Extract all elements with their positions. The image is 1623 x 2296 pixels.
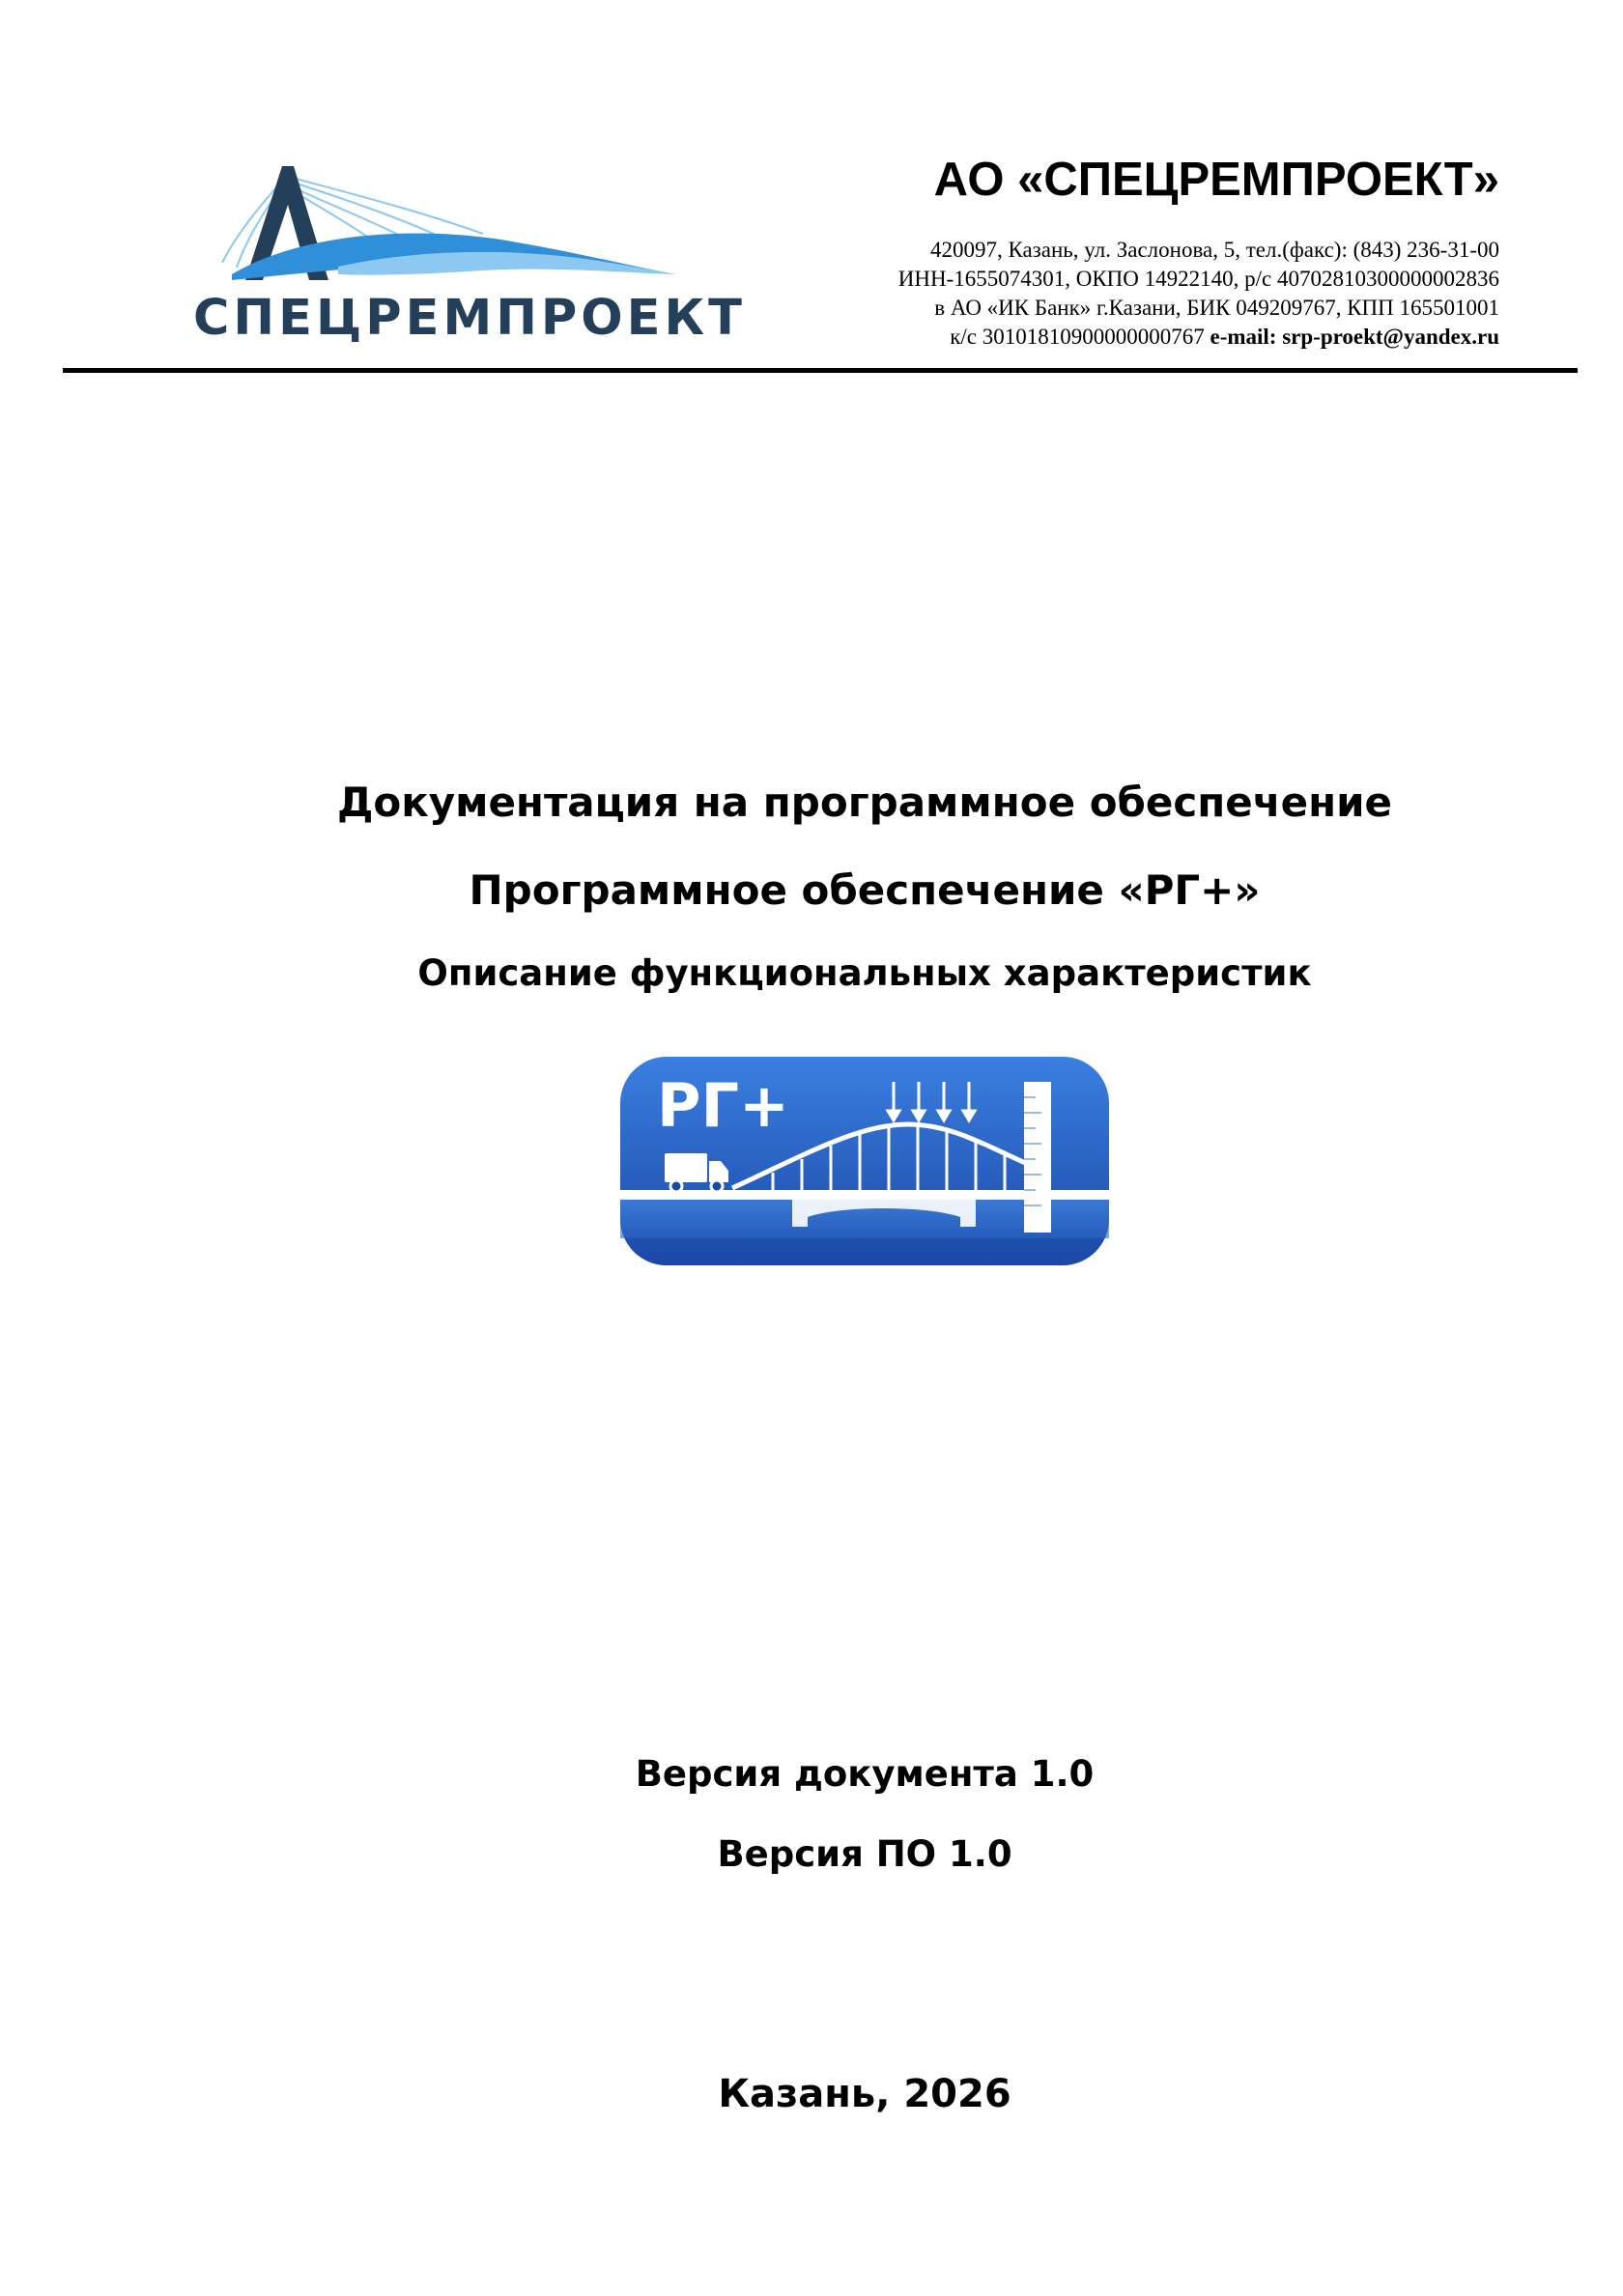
document-title: Документация на программное обеспечение <box>336 779 1393 826</box>
bridge-logo-icon <box>193 166 686 292</box>
city-and-year: Казань, 2026 <box>718 2072 1011 2116</box>
document-subtitle: Описание функциональных характеристик <box>417 952 1312 994</box>
email-label: e-mail: <box>1210 325 1277 349</box>
email-address: srp-proekt@yandex.ru <box>1282 325 1499 349</box>
company-logo-wordmark: СПЕЦРЕМПРОЕКТ <box>193 290 746 347</box>
app-icon-label: РГ+ <box>657 1070 789 1141</box>
header-divider <box>63 368 1578 373</box>
requisites-bank-line: в АО «ИК Банк» г.Казани, БИК 049209767, КПП 165501001 <box>934 296 1499 320</box>
app-icon <box>618 1055 1111 1267</box>
software-version: Версия ПО 1.0 <box>717 1833 1012 1875</box>
company-name: АО «СПЕЦРЕМПРОЕКТ» <box>933 154 1499 206</box>
document-version: Версия документа 1.0 <box>635 1753 1095 1795</box>
software-title: Программное обеспечение «РГ+» <box>469 866 1261 914</box>
company-requisites <box>630 236 1499 352</box>
bridge-load-test-icon <box>618 1055 1111 1267</box>
requisites-address-line: 420097, Казань, ул. Заслонова, 5, тел.(факс): (843) 236-31-00 <box>929 238 1499 262</box>
requisites-account-line <box>630 323 1499 352</box>
correspondent-account: к/с 30101810900000000767 <box>950 325 1205 349</box>
requisites-inn-line: ИНН-1655074301, ОКПО 14922140, р/с 40702810300000002836 <box>897 267 1499 291</box>
